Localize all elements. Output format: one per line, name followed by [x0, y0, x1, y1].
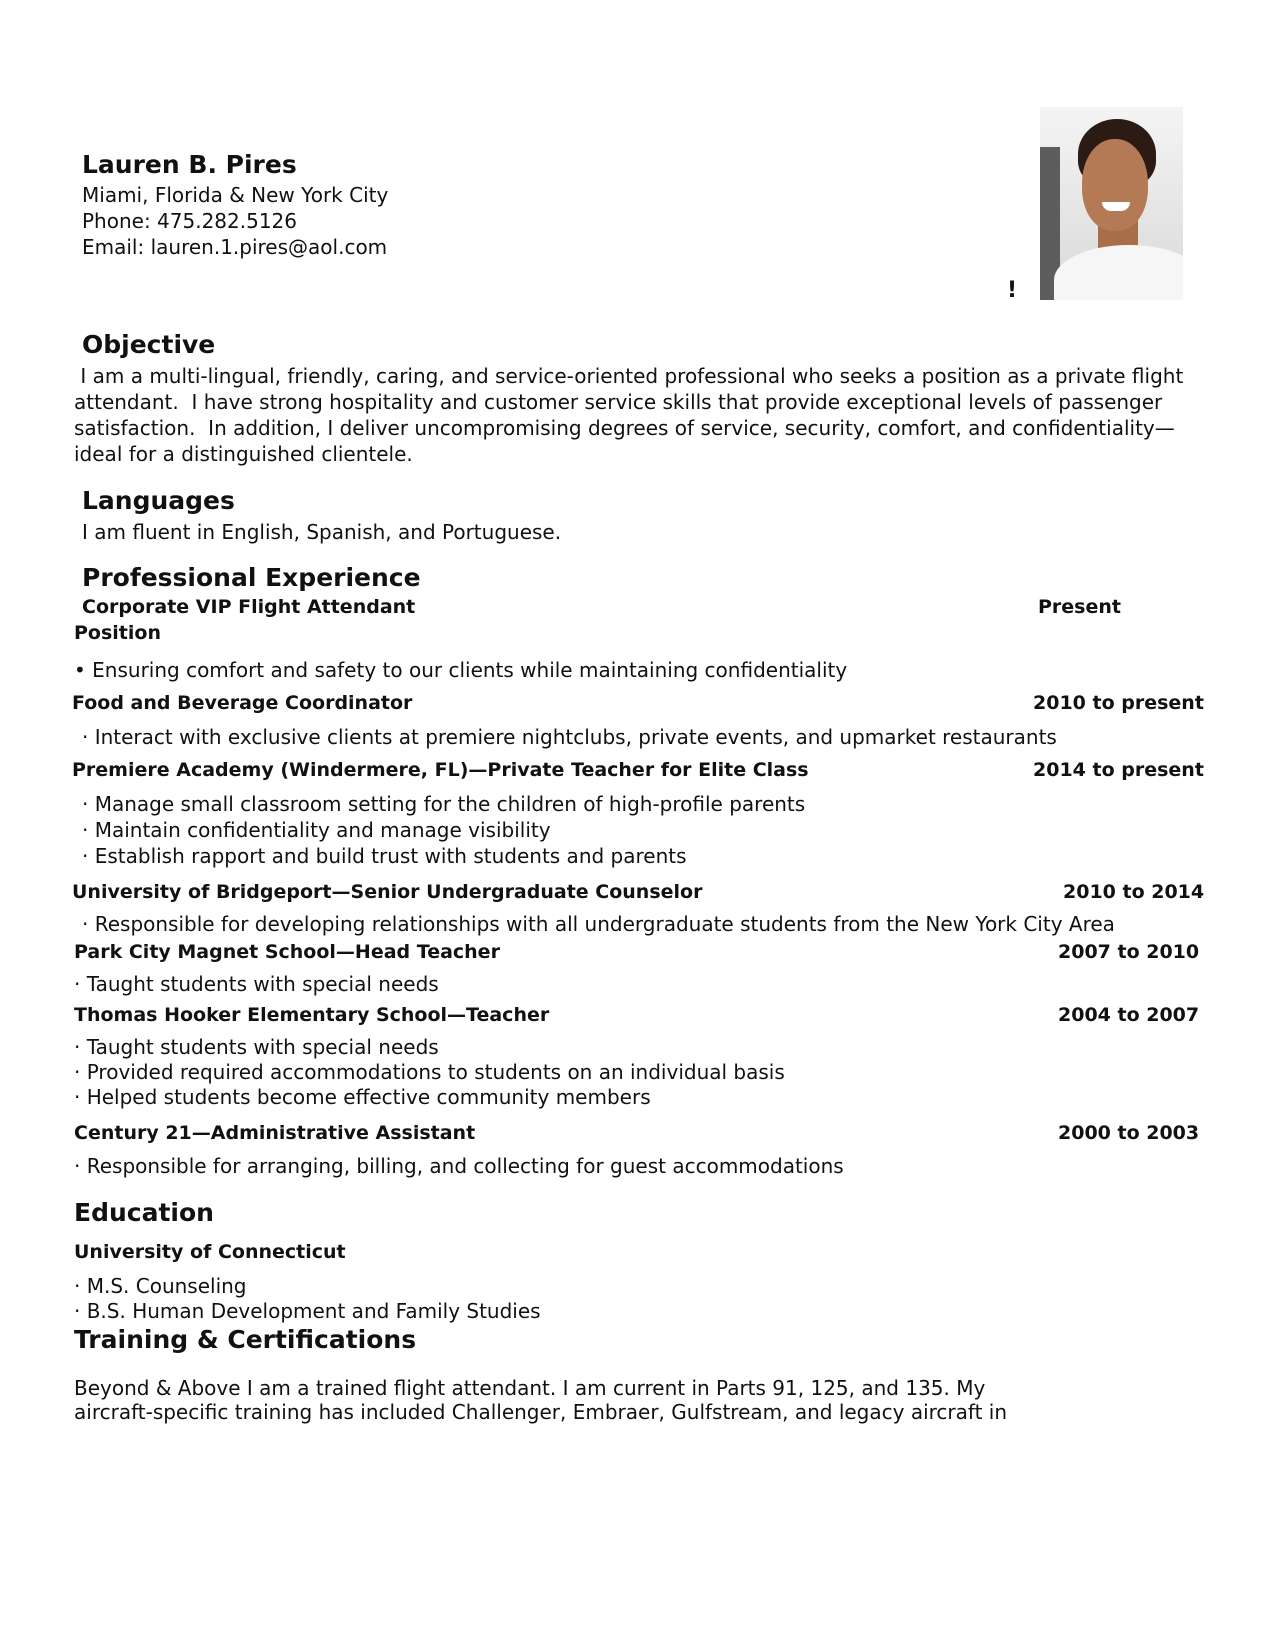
profile-photo: [1040, 107, 1183, 300]
job-bullet: · Taught students with special needs: [74, 972, 439, 996]
objective-line: ideal for a distinguished clientele.: [74, 442, 413, 466]
job-title: Premiere Academy (Windermere, FL)—Private Teacher for Elite Class: [72, 759, 809, 781]
objective-line: attendant. I have strong hospitality and customer service skills that provide exceptional levels of passenger: [74, 390, 1163, 414]
job-bullet: · Responsible for arranging, billing, and collecting for guest accommodations: [74, 1154, 844, 1178]
job-bullet: · Maintain confidentiality and manage visibility: [82, 818, 551, 842]
job-date: 2004 to 2007: [1058, 1004, 1200, 1026]
job-bullet: · Establish rapport and build trust with students and parents: [82, 844, 687, 868]
job-date: Present: [1038, 596, 1121, 618]
languages-text: I am fluent in English, Spanish, and Portuguese.: [82, 520, 562, 544]
job-title: Corporate VIP Flight Attendant: [82, 596, 416, 618]
job-bullet: · Provided required accommodations to students on an individual basis: [74, 1060, 785, 1084]
job-bullet: · Interact with exclusive clients at premiere nightclubs, private events, and upmarket restaurants: [82, 725, 1057, 749]
job-bullet: · Helped students become effective community members: [74, 1085, 651, 1109]
job-bullet: · Taught students with special needs: [74, 1035, 439, 1059]
phone: Phone: 475.282.5126: [82, 209, 298, 233]
location: Miami, Florida & New York City: [82, 183, 389, 207]
objective-line: satisfaction. In addition, I deliver uncompromising degrees of service, security, comfort, and confidentiality—: [74, 416, 1175, 440]
school-name: University of Connecticut: [74, 1241, 346, 1263]
training-heading: Training & Certifications: [74, 1325, 417, 1354]
job-title: Thomas Hooker Elementary School—Teacher: [74, 1004, 550, 1026]
degree: · M.S. Counseling: [74, 1274, 247, 1298]
objective-heading: Objective: [82, 330, 216, 359]
job-bullet: · Responsible for developing relationships with all undergraduate students from the New York City Area: [82, 912, 1115, 936]
job-date: 2010 to present: [1033, 692, 1204, 714]
experience-heading: Professional Experience: [82, 563, 421, 592]
education-heading: Education: [74, 1198, 214, 1227]
training-line: aircraft-specific training has included Challenger, Embraer, Gulfstream, and legacy aircraft in: [74, 1400, 1008, 1424]
stray-mark: !: [1007, 278, 1018, 303]
job-date: 2014 to present: [1033, 759, 1204, 781]
languages-heading: Languages: [82, 486, 235, 515]
email: Email: lauren.1.pires@aol.com: [82, 235, 388, 259]
job-title-cont: Position: [74, 622, 161, 644]
objective-line: I am a multi-lingual, friendly, caring, and service-oriented professional who seeks a position as a private flight: [74, 364, 1184, 388]
job-date: 2000 to 2003: [1058, 1122, 1200, 1144]
job-title: Park City Magnet School—Head Teacher: [74, 941, 500, 963]
job-title: Food and Beverage Coordinator: [72, 692, 413, 714]
job-date: 2010 to 2014: [1063, 881, 1205, 903]
candidate-name: Lauren B. Pires: [82, 150, 297, 179]
job-title: Century 21—Administrative Assistant: [74, 1122, 476, 1144]
job-title: University of Bridgeport—Senior Undergraduate Counselor: [72, 881, 703, 903]
job-bullet: • Ensuring comfort and safety to our clients while maintaining confidentiality: [74, 658, 848, 682]
job-date: 2007 to 2010: [1058, 941, 1200, 963]
job-bullet: · Manage small classroom setting for the children of high-profile parents: [82, 792, 806, 816]
training-line: Beyond & Above I am a trained flight attendant. I am current in Parts 91, 125, and 135. My: [74, 1376, 986, 1400]
degree: · B.S. Human Development and Family Studies: [74, 1299, 541, 1323]
